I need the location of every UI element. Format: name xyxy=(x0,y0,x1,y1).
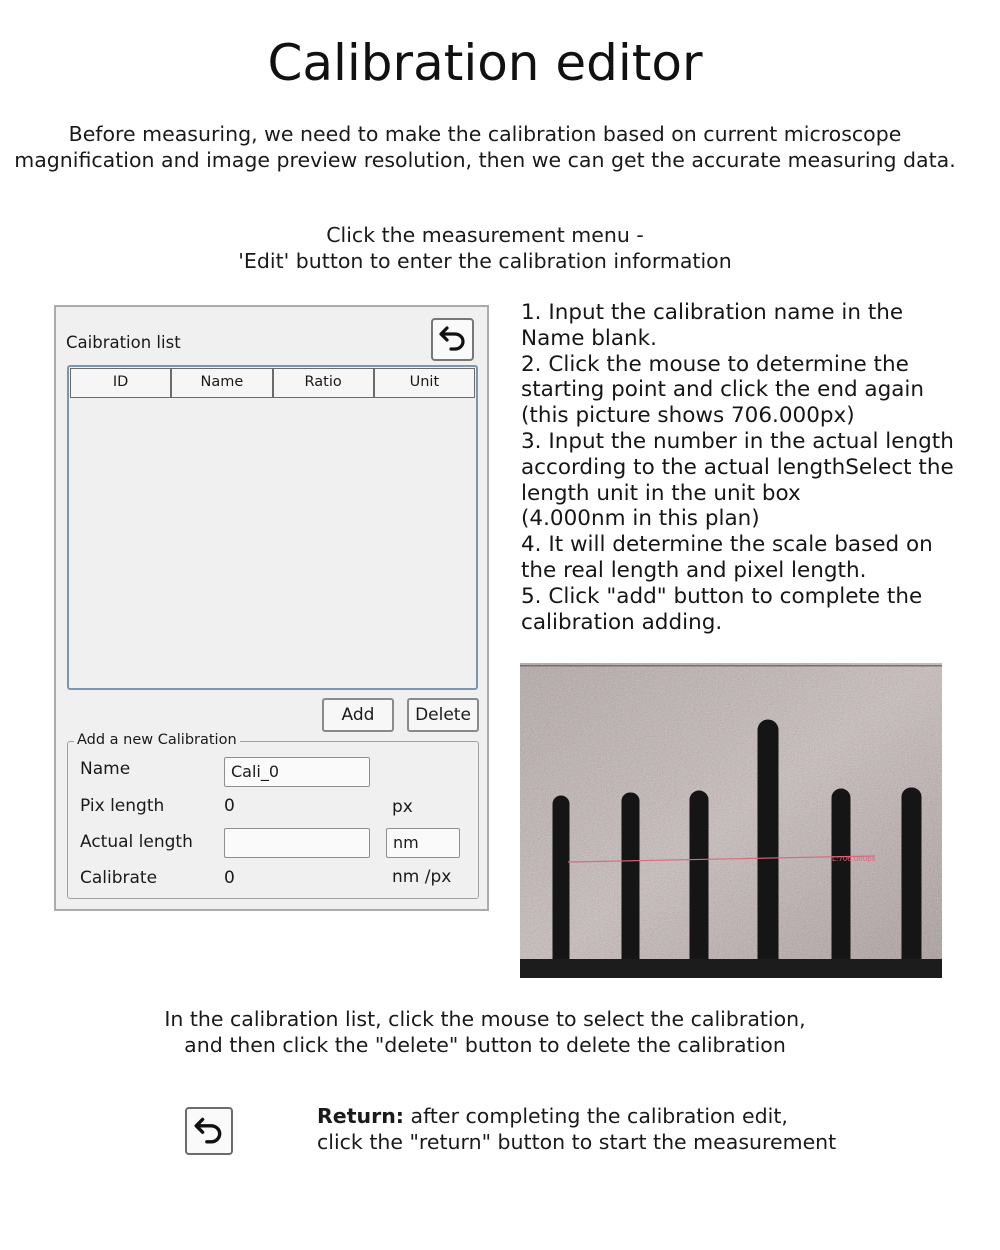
actual-length-field[interactable] xyxy=(224,828,370,858)
intro-text xyxy=(0,121,970,173)
delete-button[interactable]: Delete xyxy=(407,698,479,732)
table-header xyxy=(70,368,475,398)
calibrate-unit: nm /px xyxy=(392,867,452,887)
return-arrow-icon xyxy=(438,323,468,356)
step-line: (this picture shows 706.000px) xyxy=(521,403,855,429)
step-line: the real length and pixel length. xyxy=(521,557,867,583)
intro-line-1: Before measuring, we need to make the calibration based on current microscope xyxy=(68,122,902,146)
click-info-line-1: Click the measurement menu - xyxy=(326,223,644,247)
measure-label: L:706.000px xyxy=(832,855,876,863)
column-header-unit[interactable]: Unit xyxy=(374,368,475,398)
name-label: Name xyxy=(80,759,131,779)
pix-length-label: Pix length xyxy=(80,796,165,816)
return-info-bold: Return: xyxy=(317,1104,404,1128)
actual-length-label: Actual length xyxy=(80,832,193,852)
step-line: calibration adding. xyxy=(521,609,723,635)
unit-select[interactable]: nm xyxy=(386,828,460,858)
calibrate-label: Calibrate xyxy=(80,868,158,888)
step-line: 3. Input the number in the actual length xyxy=(521,428,954,454)
return-button-example[interactable] xyxy=(185,1107,233,1155)
calibrate-value: 0 xyxy=(224,868,235,888)
microscope-image xyxy=(520,663,942,978)
return-button[interactable] xyxy=(431,318,474,361)
add-calibration-legend: Add a new Calibration xyxy=(74,732,240,748)
step-line: 2. Click the mouse to determine the xyxy=(521,351,909,377)
column-header-name[interactable]: Name xyxy=(171,368,272,398)
intro-line-2: magnification and image preview resolution, then we can get the accurate measuring data. xyxy=(14,148,956,172)
step-line: 4. It will determine the scale based on xyxy=(521,532,933,558)
step-line: Name blank. xyxy=(521,325,657,351)
calibration-table[interactable] xyxy=(67,365,478,690)
step-line: 1. Input the calibration name in the xyxy=(521,300,904,325)
page-title: Calibration editor xyxy=(267,34,703,92)
delete-info-text xyxy=(0,1006,970,1058)
instruction-steps xyxy=(521,300,981,635)
click-info-text xyxy=(0,222,970,274)
pix-length-unit: px xyxy=(392,797,413,817)
column-header-id[interactable]: ID xyxy=(70,368,171,398)
return-info-line-1 xyxy=(317,1103,836,1129)
step-line: 5. Click "add" button to complete the xyxy=(521,583,923,609)
step-line: according to the actual lengthSelect the xyxy=(521,454,954,480)
add-button[interactable]: Add xyxy=(322,698,394,732)
delete-info-line-1: In the calibration list, click the mouse to select the calibration, xyxy=(164,1007,806,1031)
delete-info-line-2: and then click the "delete" button to delete the calibration xyxy=(184,1033,786,1057)
return-arrow-icon xyxy=(193,1114,225,1149)
click-info-line-2: 'Edit' button to enter the calibration information xyxy=(238,249,732,273)
calibration-dialog xyxy=(54,305,489,911)
step-line: (4.000nm in this plan) xyxy=(521,506,760,532)
name-field[interactable]: Cali_0 xyxy=(224,757,370,787)
pix-length-value: 0 xyxy=(224,796,235,816)
step-line: starting point and click the end again xyxy=(521,377,925,403)
column-header-ratio[interactable]: Ratio xyxy=(273,368,374,398)
step-line: length unit in the unit box xyxy=(521,480,801,506)
return-info-line-2: click the "return" button to start the measurement xyxy=(317,1130,837,1154)
return-info-rest: after completing the calibration edit, xyxy=(404,1104,788,1128)
return-info-text xyxy=(317,1103,836,1155)
calibration-list-label: Caibration list xyxy=(66,333,181,352)
